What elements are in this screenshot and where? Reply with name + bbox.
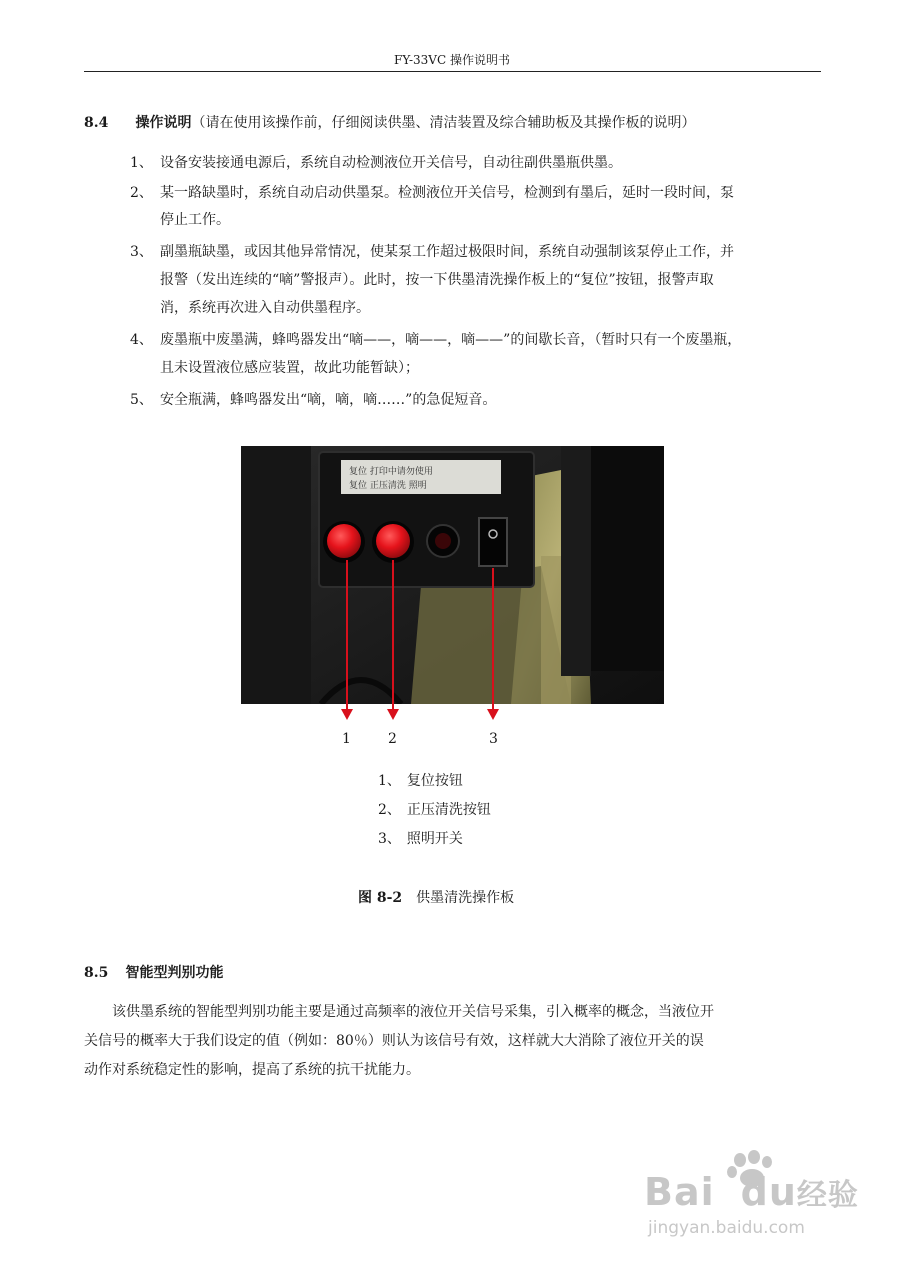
figure-caption: 图 8-2 供墨清洗操作板: [358, 890, 515, 906]
section-number: 8.5: [84, 965, 109, 981]
paragraph-line: 动作对系统稳定性的影响，提高了系统的抗干扰能力。: [84, 1062, 420, 1078]
list-item-continuation: 且未设置液位感应装置，故此功能暂缺）；: [160, 360, 419, 376]
page-header: FY-33VC 操作说明书: [394, 53, 510, 67]
section-heading-8-5: [84, 962, 223, 982]
list-item: 4、 废墨瓶中废墨满，蜂鸣器发出“嘀——，嘀——，嘀——”的间歇长音，（暂时只有一个废墨瓶，: [130, 332, 742, 348]
watermark-cn: 经验: [796, 1178, 859, 1213]
watermark-url: jingyan.baidu.com: [648, 1218, 805, 1238]
baidu-watermark: [640, 1150, 880, 1240]
reset-button: [327, 524, 361, 558]
panel-label-line1: 复位 打印中请勿使用: [349, 467, 433, 477]
pressure-clean-button: [376, 524, 410, 558]
callout-label: 1: [342, 731, 351, 747]
paragraph-line: 关信号的概率大于我们设定的值（例如：80％）则认为该信号有效，这样就大大消除了液位开关的误: [84, 1033, 704, 1049]
list-item: 3、 副墨瓶缺墨，或因其他异常情况，使某泵工作超过极限时间，系统自动强制该泵停止工作，并: [130, 244, 734, 260]
list-item-continuation: 消，系统再次进入自动供墨程序。: [160, 300, 370, 316]
callout-arrows: [241, 704, 664, 722]
legend-item: 3、 照明开关: [378, 831, 463, 847]
panel-label-line2: 复位 正压清洗 照明: [349, 481, 427, 491]
callout-label: 2: [388, 731, 397, 747]
legend-item: 2、 正压清洗按钮: [378, 802, 491, 818]
panel-illustration: [241, 446, 664, 704]
legend-item: 1、 复位按钮: [378, 773, 463, 789]
watermark-brand2: du: [740, 1170, 797, 1214]
list-item: 2、 某一路缺墨时，系统自动启动供墨泵。检测液位开关信号，检测到有墨后，延时一段时间，泵: [130, 185, 734, 201]
list-item-continuation: 停止工作。: [160, 212, 230, 228]
operation-panel-photo: [241, 446, 664, 704]
section-title: 智能型判别功能: [125, 965, 224, 981]
paragraph-line: 该供墨系统的智能型判别功能主要是通过高频率的液位开关信号采集，引入概率的概念，当液位开: [112, 1004, 714, 1020]
list-item-continuation: 报警（发出连续的“嘀”警报声）。此时，按一下供墨清洗操作板上的“复位”按钮，报警声取: [160, 272, 714, 288]
watermark-brand: Bai: [644, 1170, 715, 1214]
section-number: 8.4: [84, 115, 109, 131]
list-item: 5、 安全瓶满，蜂鸣器发出“嘀，嘀，嘀……”的急促短音。: [130, 392, 497, 408]
section-title: 操作说明: [135, 115, 192, 131]
section-heading-8-4: [84, 112, 695, 132]
list-item: 1、 设备安装接通电源后，系统自动检测液位开关信号，自动往副供墨瓶供墨。: [130, 155, 622, 171]
header-rule: [84, 71, 821, 72]
section-note: （请在使用该操作前，仔细阅读供墨、清洁装置及综合辅助板及其操作板的说明）: [191, 115, 696, 131]
light-switch: [479, 518, 507, 566]
callout-label: 3: [489, 731, 498, 747]
